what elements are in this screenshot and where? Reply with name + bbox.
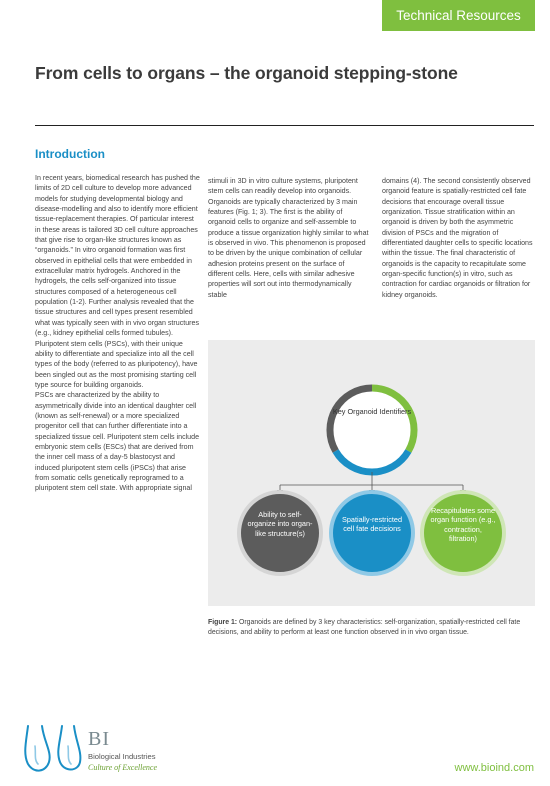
text-column-3 (382, 176, 536, 300)
logo-letters: BI (88, 728, 110, 750)
caption-text: Organoids are defined by 3 key characteristics: self-organization, spatially-restricted cell fate decisions, and ability to perform at least one function observed in in vivo organ tissue. (208, 619, 521, 637)
paragraph: In recent years, biomedical research has pushed the limits of 2D cell culture to develop more advanced models for studying developmental biology and disease-modelling and also to identify more efficient tissue-replacement therapies. Of particular interest in these areas is tailored 3D cell culture approaches that give rise to organ-like structures known as “organoids.” In vitro organoid formation was first observed in epithelial cells that were embedded in extracellular matrix hydrogels. Anchored in the hydrogels, the cells self-organized into tissue structures composed of a heterogeneous cell population (1-2). Further analysis revealed that the tissue structures and cell types present resembled what was typically seen with in vivo organ structures (e.g., kidney epithelial cells formed tubules). Pluripotent stem cells (PSCs), with their unique ability to differentiate and specialize into all the cell types of the body (referred to as pluripotency), have been singled out as the most promising starting cell type source for building organoids. (35, 174, 200, 389)
paragraph: PSCs are characterized by the ability to asymmetrically divide into an identical daughter cell (known as self-renewal) or a more specialized progenitor cell that can further differentiate into a specialized tissue cell. Pluripotent stem cells include embryonic stem cells (ESCs) that are derived from the inner cell mass of a day-5 blastocyst and induced pluripotent stem cells (iPSCs) that arise from somatic cells genetically reprogramed to a pluripotent stem cell state. With appropriate signal (35, 391, 200, 493)
paragraph: Organoids are typically characterized by 3 main features (Fig. 1; 3). The first is the ability of organoid cells to organize and self-assemble to produce a tissue organization highly similar to what is observed in vivo. This phenomenon is proposed to be driven by the unique combination of cellular adhesion proteins present on the surface of different cells. Here, cells with similar adhesive properties will sort out into thermodynamically stable (208, 197, 369, 299)
caption-label: Figure 1: (208, 619, 238, 626)
text-column-2 (208, 176, 370, 300)
organoid-diagram (208, 340, 535, 606)
diagram-graphics (208, 340, 535, 606)
paragraph: stimuli in 3D in vitro culture systems, pluripotent stem cells can readily develop into organoids. (208, 177, 358, 196)
node-label-cell-fate: Spatially-restricted cell fate decisions (341, 515, 403, 534)
company-motto: Culture of Excellence (88, 763, 158, 772)
section-tag: Technical Resources (382, 0, 535, 31)
node-label-organ-function: Recapitulates some organ function (e.g., contraction, filtration) (430, 506, 496, 543)
title-divider (35, 125, 534, 126)
node-label-self-organize: Ability to self-organize into organ-like structure(s) (247, 510, 313, 538)
figure-caption (208, 618, 534, 639)
page-title: From cells to organs – the organoid stepping-stone (35, 63, 458, 83)
flask-logo-icon (22, 720, 84, 776)
paragraph: domains (4). The second consistently observed organoid feature is spatially-restricted cell fate decisions that encourage overall tissue organization. Tissue stratification within an organoid is driven by both the asymmetric division of PSCs and the migration of differentiated daughter cells to specific locations within the tissue. The final characteristic of organoids is the capacity to recapitulate some organ-specific function(s) in vitro, such as contraction for cardiac organoids or filtration for kidney organoids. (382, 177, 533, 299)
section-heading: Introduction (35, 147, 105, 161)
company-name: Biological Industries (88, 752, 156, 761)
center-label: Key Organoid Identifiers (332, 407, 412, 416)
website-link[interactable]: www.bioind.com (454, 762, 534, 774)
text-column-1 (35, 173, 201, 494)
